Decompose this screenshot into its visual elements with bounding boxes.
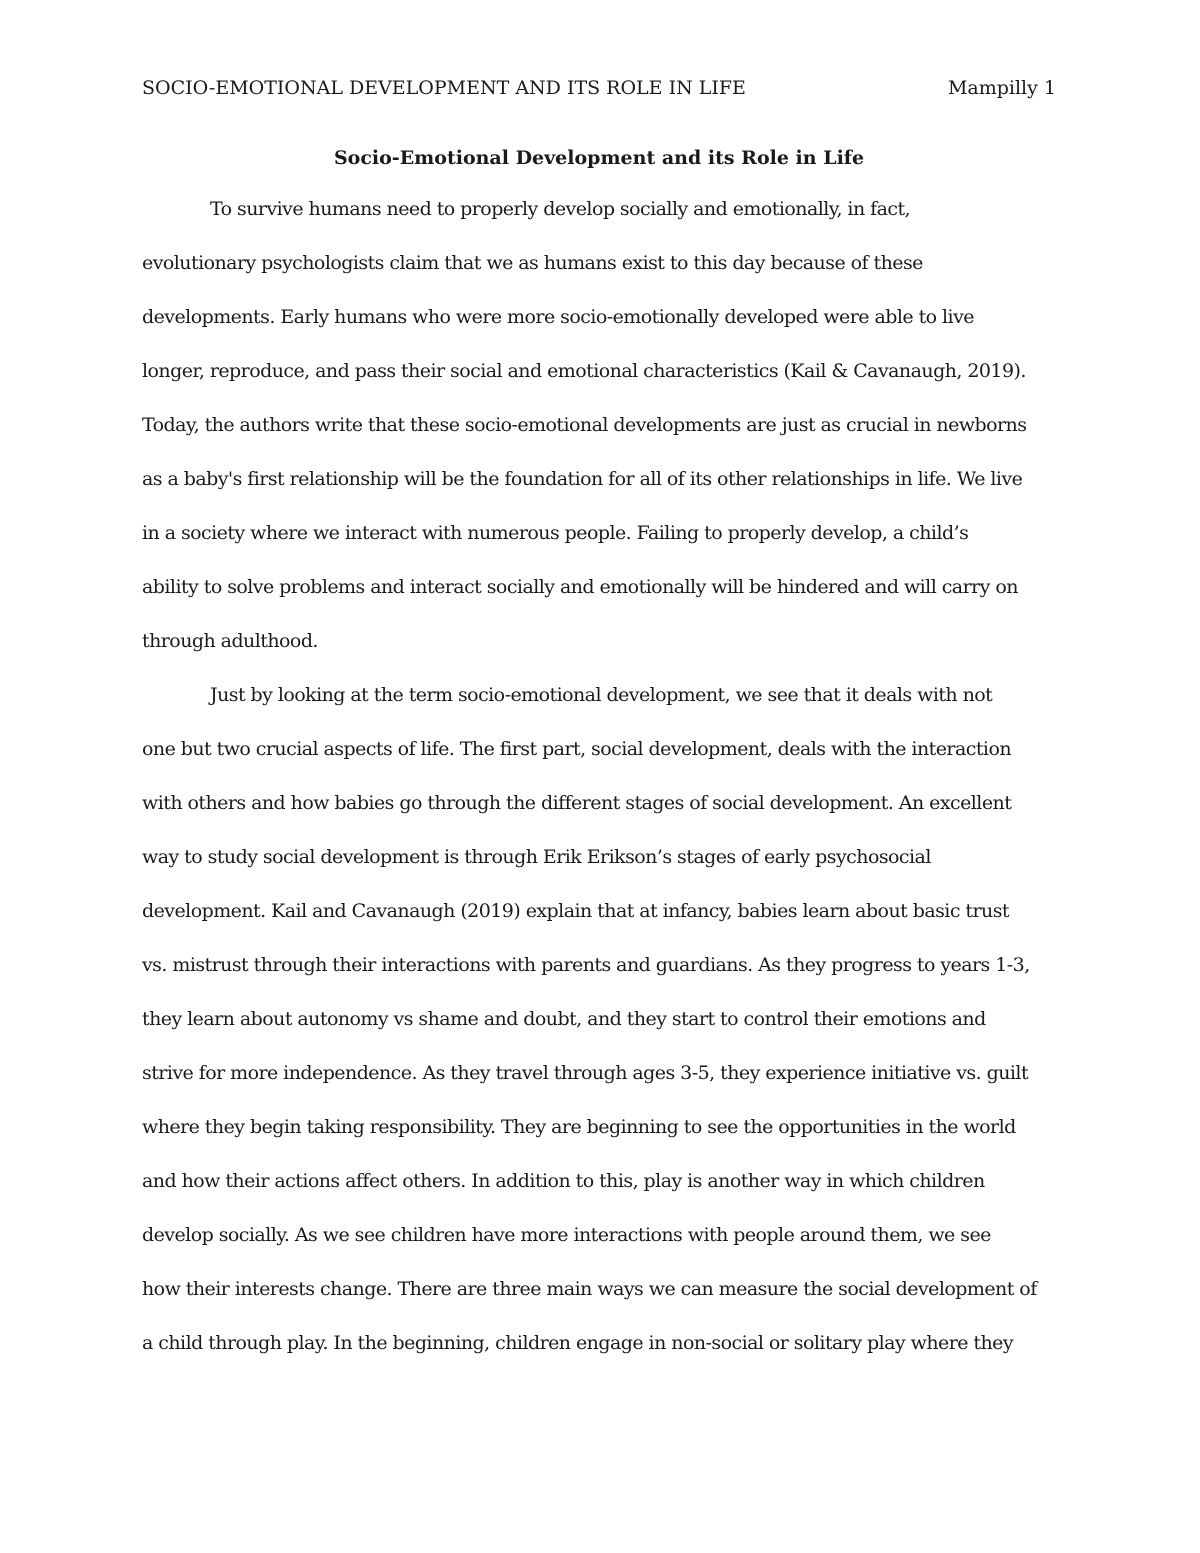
text-line: as a baby's first relationship will be the foundation for all of its other relationships in life. We live	[142, 468, 1023, 490]
text-line: and how their actions affect others. In addition to this, play is another way in which children	[142, 1170, 985, 1192]
text-line: developments. Early humans who were more socio-emotionally developed were able to live	[142, 306, 974, 328]
text-line: one but two crucial aspects of life. The first part, social development, deals with the interaction	[142, 738, 1012, 760]
running-head	[142, 74, 1056, 102]
page-number-label: Mampilly 1	[947, 77, 1056, 99]
text-line: vs. mistrust through their interactions with parents and guardians. As they progress to years 1-3,	[142, 954, 1030, 976]
text-line: with others and how babies go through the different stages of social development. An excellent	[142, 792, 1012, 814]
text-line: strive for more independence. As they travel through ages 3-5, they experience initiative vs. guilt	[142, 1062, 1029, 1084]
text-line: longer, reproduce, and pass their social and emotional characteristics (Kail & Cavanaugh, 2019).	[142, 360, 1026, 382]
text-line: ability to solve problems and interact socially and emotionally will be hindered and will carry on	[142, 576, 1018, 598]
text-line: how their interests change. There are three main ways we can measure the social development of	[142, 1278, 1037, 1300]
text-line: development. Kail and Cavanaugh (2019) explain that at infancy, babies learn about basic trust	[142, 900, 1009, 922]
text-line: in a society where we interact with numerous people. Failing to properly develop, a child’s	[142, 522, 969, 544]
running-head-title: SOCIO-EMOTIONAL DEVELOPMENT AND ITS ROLE IN LIFE	[142, 77, 746, 99]
text-line: evolutionary psychologists claim that we as humans exist to this day because of these	[142, 252, 923, 274]
text-line: Today, the authors write that these socio-emotional developments are just as crucial in newborns	[142, 414, 1027, 436]
document-title: Socio-Emotional Development and its Role in Life	[333, 147, 865, 169]
text-line-paragraph-1-start: To survive humans need to properly develop socially and emotionally, in fact,	[210, 198, 911, 220]
text-line: through adulthood.	[142, 630, 318, 652]
text-line-paragraph-2-start: Just by looking at the term socio-emotional development, we see that it deals with not	[210, 684, 993, 706]
body-text	[142, 195, 1056, 1383]
text-line: develop socially. As we see children have more interactions with people around them, we see	[142, 1224, 991, 1246]
text-line: where they begin taking responsibility. They are beginning to see the opportunities in the world	[142, 1116, 1016, 1138]
text-line: a child through play. In the beginning, children engage in non-social or solitary play where they	[142, 1332, 1014, 1354]
text-line: they learn about autonomy vs shame and doubt, and they start to control their emotions and	[142, 1008, 986, 1030]
text-line: way to study social development is through Erik Erikson’s stages of early psychosocial	[142, 846, 931, 868]
